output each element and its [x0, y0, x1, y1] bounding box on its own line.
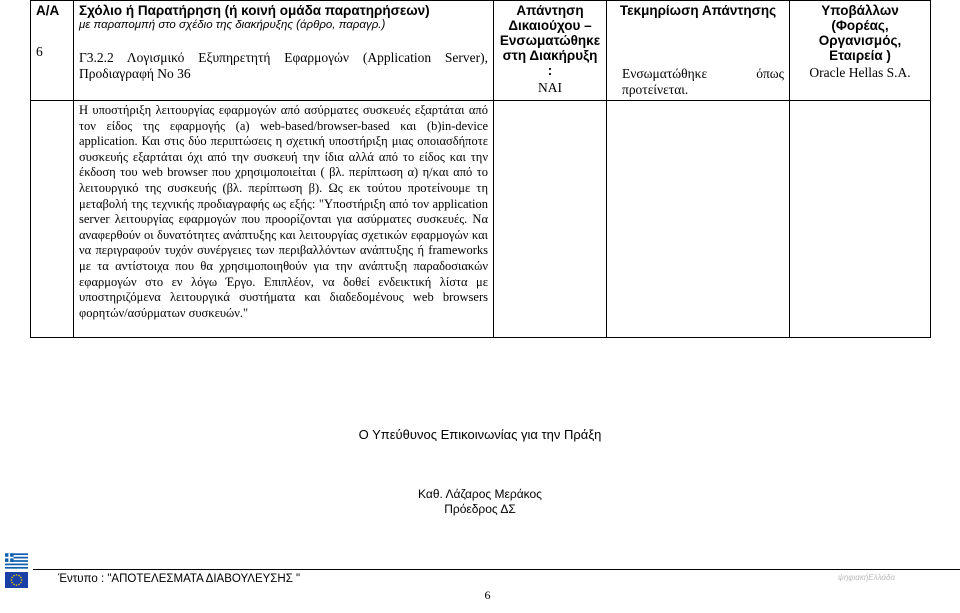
row-number: 6: [36, 44, 43, 59]
cell-empty: [31, 101, 74, 338]
cell-answer: [494, 1, 607, 101]
signatory-role: Πρόεδρος ΔΣ: [444, 502, 516, 516]
cell-empty: [494, 101, 607, 338]
cell-aa: [31, 1, 74, 101]
spec-reference: Γ3.2.2 Λογισμικό Εξυπηρετητή Εφαρμογών (Application Server), Προδιαγραφή Νο 36: [79, 50, 488, 81]
page-number: 6: [484, 588, 491, 602]
eu-flag-icon: [5, 572, 28, 588]
header-aa: Α/Α: [36, 3, 60, 18]
cell-comment-header: [74, 1, 494, 101]
submitter-value: Oracle Hellas S.A.: [809, 65, 911, 80]
answer-value: ΝΑΙ: [538, 80, 562, 95]
form-label: Έντυπο : "ΑΠΟΤΕΛΕΣΜΑΤΑ ΔΙΑΒΟΥΛΕΥΣΗΣ ": [58, 573, 301, 585]
header-submitter: Υποβάλλων (Φορέας, Οργανισμός, Εταιρεία ): [818, 3, 902, 63]
greek-flag-icon: [5, 553, 28, 569]
cell-empty: [790, 101, 931, 338]
cell-submitter: [790, 1, 931, 101]
consultation-table: [30, 0, 931, 338]
header-justification: Τεκμηρίωση Απάντησης: [619, 3, 777, 18]
table-row: [31, 1, 931, 101]
cell-justification: [607, 1, 790, 101]
header-answer: Απάντηση Δικαιούχου – Ενσωματώθηκε στη Διακήρυξη :: [499, 3, 601, 78]
cell-comment: [74, 101, 494, 338]
justification-value: Ενσωματώθηκε όπως προτείνεται.: [622, 66, 784, 97]
comment-text: Η υποστήριξη λειτουργίας εφαρμογών από ασύρματες συσκευές εξαρτάται από τον είδος της εφαρμογής (a) web-based/browser-based και (b)in-device application. Και στις δύο περιπτώσεις η σχετική υποστήριξη μιας οποιασδήποτε συσκευής εξαρτάται όχι από την συσκευή την ίδια αλλά από το είδος και την έκδοση του web browser που χρησιμοποιείται ( βλ. περίπτωση α) η/και από το λειτουργικό της συσκευής (βλ. περίπτωση β). Ως εκ τούτου προτείνουμε τη μεταβολή της τεχνικής προδιαγραφής ως εξής: "Υποστήριξη από τον application server λειτουργίας εφαρμογών που προορίζονται για ασύρματες συσκευές. Να αναφερθούν οι δυνατότητες ανάπτυξης και λειτουργίας σχετικών εφαρμογών και να περιγραφούν τυχόν συνέργειες των περιβαλλόντων ανάπτυξης ή frameworks με τα αντίστοιχα που θα χρησιμοποιηθούν για την ανάπτυξη παραδοσιακών εφαρμογών στο εν λόγω Έργο. Επιπλέον, να δοθεί ενδεικτική λίστα με υποστηριζόμενα λειτουργικά συστήματα και διαδεδομένους web browsers φορητών/ασύρματων συσκευών.": [79, 103, 488, 320]
cell-empty: [607, 101, 790, 338]
signatory-title: Ο Υπεύθυνος Επικοινωνίας για την Πράξη: [358, 427, 602, 442]
footer-divider: [33, 569, 960, 570]
header-comment-sub: με παραπομπή στο σχέδιο της διακήρυξης (άρθρο, παραγρ.): [79, 19, 386, 31]
signatory-name: Καθ. Λάζαρος Μεράκος: [418, 487, 542, 501]
header-comment: Σχόλιο ή Παρατήρηση (ή κοινή ομάδα παρατηρήσεων): [79, 3, 430, 18]
table-row: [31, 101, 931, 338]
digital-greece-logo: ψηφιακήΕλλάδα: [838, 573, 895, 582]
